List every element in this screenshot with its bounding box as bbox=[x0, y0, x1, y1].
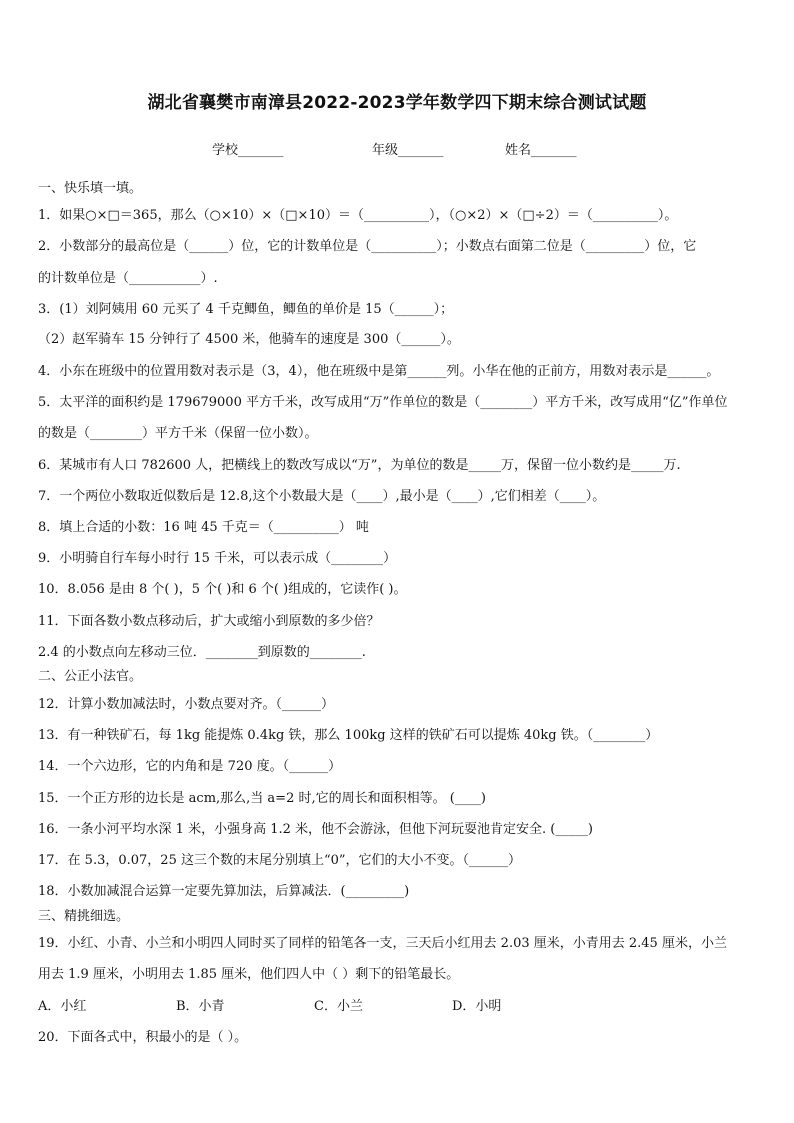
option-d[interactable]: D．小明 bbox=[452, 999, 502, 1014]
option-a[interactable]: A．小红 bbox=[38, 999, 87, 1014]
question-19-line-1: 19．小红、小青、小兰和小明四人同时买了同样的铅笔各一支，三天后小红用去 2.03 厘米，小青用去 2.45 厘米，小兰 bbox=[38, 936, 727, 951]
name-field: 姓名_______ bbox=[505, 143, 577, 158]
question-6: 6．某城市有人口 782600 人，把横线上的数改写成以“万”，为单位的数是_____万，保留一位小数约是_____万. bbox=[38, 458, 681, 473]
grade-field: 年级_______ bbox=[372, 143, 444, 158]
question-16: 16．一条小河平均水深 1 米，小强身高 1.2 米，他不会游泳，但他下河玩耍池肯定安全. (_____) bbox=[38, 822, 593, 837]
question-19-line-2: 用去 1.9 厘米，小明用去 1.85 厘米，他们四人中（ ）剩下的铅笔最长。 bbox=[38, 967, 460, 982]
section-heading-1: 一、快乐填一填。 bbox=[38, 181, 143, 196]
question-19-options bbox=[38, 998, 590, 1016]
question-11: 11．下面各数小数点移动后，扩大或缩小到原数的多少倍？ bbox=[38, 614, 380, 629]
question-1: 1．如果○×□＝365，那么（○×10）×（□×10）＝（__________），（○×2）×（□÷2）＝（__________）。 bbox=[38, 208, 678, 223]
section-heading-3: 三、精挑细选。 bbox=[38, 909, 130, 924]
question-2-line-2: 的计数单位是（___________）. bbox=[38, 271, 218, 286]
question-8: 8．填上合适的小数：16 吨 45 千克＝（__________） 吨 bbox=[38, 520, 369, 535]
page-title: 湖北省襄樊市南漳县2022-2023学年数学四下期末综合测试试题 bbox=[147, 93, 647, 113]
question-3-part-2: （2）赵军骑车 15 分钟行了 4500 米，他骑车的速度是 300（______）。 bbox=[38, 332, 460, 347]
option-c[interactable]: C．小兰 bbox=[314, 999, 363, 1014]
question-2-line-1: 2．小数部分的最高位是（______）位，它的计数单位是（__________）；小数点右面第二位是（_________）位，它 bbox=[38, 239, 697, 254]
question-15: 15．一个正方形的边长是 acm,那么,当 a=2 时,它的周长和面积相等。 (____) bbox=[38, 791, 486, 806]
question-12: 12．计算小数加减法时，小数点要对齐。（______） bbox=[38, 697, 335, 712]
question-11-item: 2.4 的小数点向左移动三位．________到原数的________. bbox=[38, 645, 366, 660]
question-3-part-1: 3．(1）刘阿姨用 60 元买了 4 千克鲫鱼，鲫鱼的单价是 15（______）； bbox=[38, 302, 454, 317]
question-7: 7．一个两位小数取近似数后是 12.8,这个小数最大是（____）,最小是（____）,它们相差（____）。 bbox=[38, 489, 606, 504]
section-heading-2: 二、公正小法官。 bbox=[38, 669, 143, 684]
question-5-line-2: 的数是（________）平方千米（保留一位小数）。 bbox=[38, 426, 318, 441]
question-14: 14．一个六边形，它的内角和是 720 度。（______） bbox=[38, 759, 342, 774]
school-field: 学校_______ bbox=[212, 143, 284, 158]
question-10: 10．8.056 是由 8 个( )，5 个( )和 6 个( )组成的，它读作( )。 bbox=[38, 582, 407, 597]
question-13: 13．有一种铁矿石，每 1kg 能提炼 0.4kg 铁，那么 100kg 这样的铁矿石可以提炼 40kg 铁。（________） bbox=[38, 728, 659, 743]
question-5-line-1: 5．太平洋的面积约是 179679000 平方千米，改写成用“万”作单位的数是（________）平方千米，改写成用“亿”作单位 bbox=[38, 395, 728, 410]
question-18: 18．小数加减混合运算一定要先算加法，后算减法．(_________) bbox=[38, 884, 410, 899]
question-4: 4．小东在班级中的位置用数对表示是（3，4），他在班级中是第______列。小华在他的正前方，用数对表示是______。 bbox=[38, 364, 720, 379]
question-20: 20．下面各式中，积最小的是（ ）。 bbox=[38, 1030, 248, 1045]
question-17: 17．在 5.3，0.07，25 这三个数的末尾分别填上“0”，它们的大小不变。（______） bbox=[38, 853, 522, 868]
question-9: 9．小明骑自行车每小时行 15 千米，可以表示成（________） bbox=[38, 551, 397, 566]
option-b[interactable]: B．小青 bbox=[176, 999, 225, 1014]
